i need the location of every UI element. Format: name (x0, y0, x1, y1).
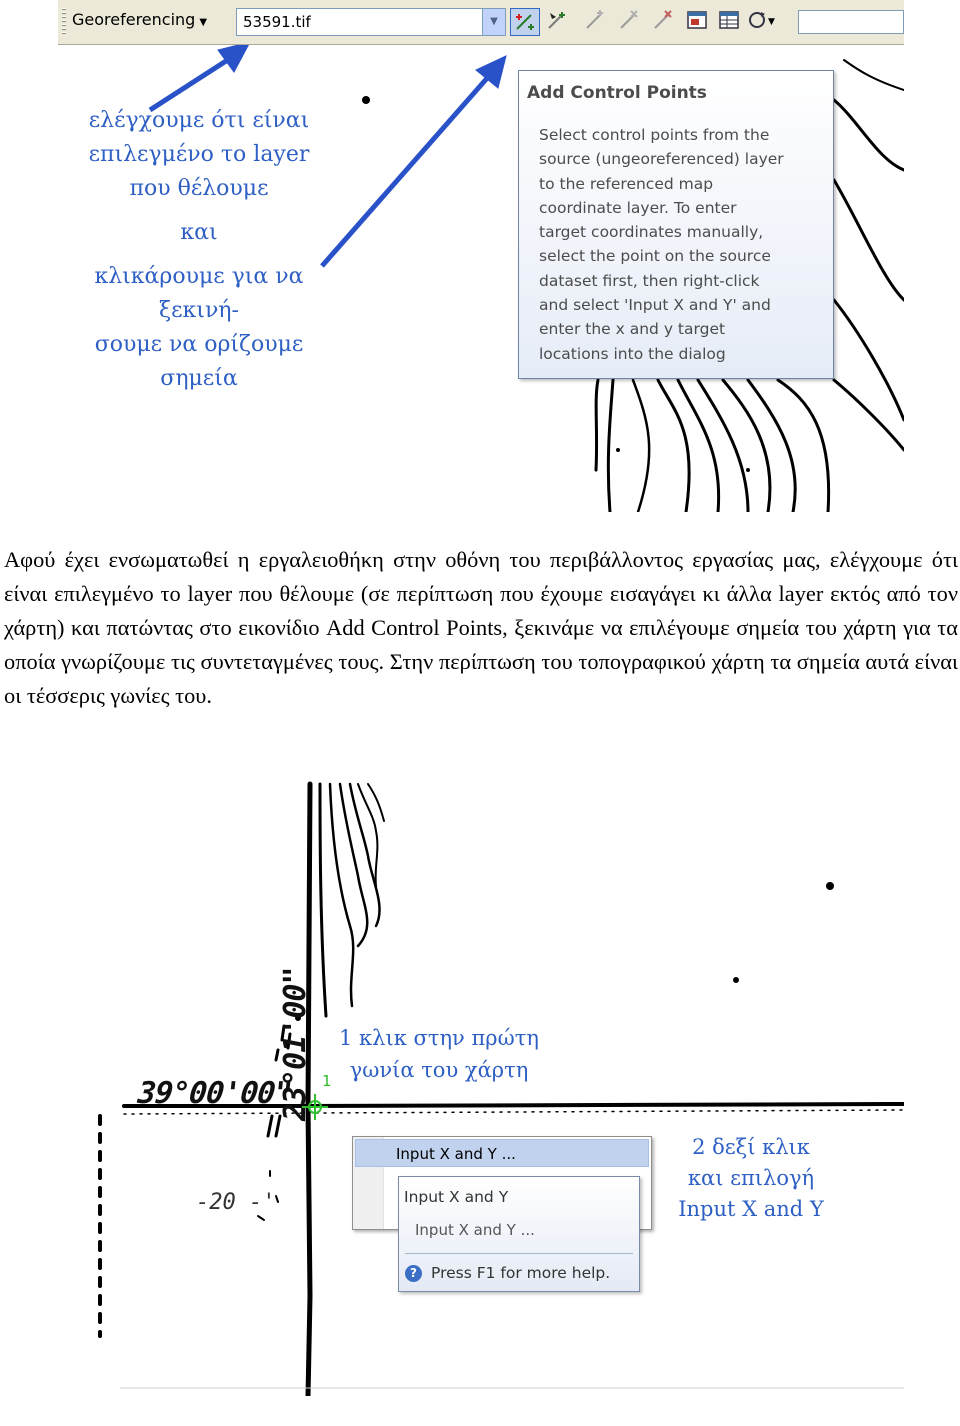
annotation-line: ελέγχουμε ότι είναι (88, 108, 310, 133)
layer-select-value: 53591.tif (243, 13, 311, 31)
annotation-line: 1 κλικ στην πρώτη (339, 1026, 539, 1050)
tooltip-help-text: Press F1 for more help. (431, 1264, 611, 1282)
annotation-line: 2 δεξί κλικ (692, 1135, 810, 1159)
svg-text:▼: ▼ (768, 17, 775, 27)
tooltip-title: Add Control Points (527, 83, 707, 103)
tooltip-line: enter the x and y target (539, 320, 726, 339)
tooltip-divider (405, 1253, 633, 1254)
annotation-select-layer (58, 104, 340, 396)
tooltip-body (539, 123, 829, 366)
map-corner-screenshot (58, 776, 904, 1396)
chevron-down-icon: ▼ (199, 17, 208, 28)
annotation-line: κλικάρουμε για να ξεκινή- (94, 264, 304, 323)
map-smudge-text: -20 -' (196, 1190, 276, 1215)
annotation-step1 (334, 1022, 544, 1086)
tooltip-line: locations into the dialog (539, 344, 726, 363)
tooltip-line: and select 'Input X and Y' and (539, 296, 771, 315)
tooltip-line: Select control points from the (539, 126, 770, 144)
georeferencing-menu[interactable] (72, 10, 207, 29)
toolbar-grip[interactable] (62, 8, 66, 36)
delete-all-links-icon[interactable] (648, 8, 678, 36)
control-point-number: 1 (322, 1072, 332, 1090)
tooltip-line: select the point on the source (539, 247, 771, 266)
latitude-label: 39°00'00" (136, 1076, 294, 1111)
instruction-paragraph: Αφού έχει ενσωματωθεί η εργαλειοθήκη στην οθόνη του περιβάλλοντος εργασίας μας, ελέγχουμε ότι είναι επιλεγμένο το layer που θέλουμε (σε περίπτωση που έχουμε εισαγάγει κι άλλα layer εκτός από τον χάρτη) και πατώντας στο εικονίδιο Add Control Points, ξεκινάμε να επιλέγουμε σημεία του χάρτη για τα οποία γνωρίζουμε τις συντεταγμένες τους. Στην περίπτωση του τοπογραφικού χάρτη τα σημεία αυτά είναι οι τέσσερις γωνίες του. (4, 547, 958, 708)
annotation-line: Input X and Y (678, 1197, 824, 1221)
viewer-icon[interactable] (682, 8, 712, 36)
tooltip-line: source (ungeoreferenced) layer (539, 150, 784, 169)
tooltip-subtitle: Input X and Y ... (415, 1221, 535, 1239)
annotation-line: επιλεγμένο το layer (88, 142, 310, 167)
georeferencing-menu-label: Georeferencing (72, 10, 196, 29)
help-icon: ? (405, 1265, 422, 1282)
georeferencing-toolbar (58, 0, 904, 45)
annotation-line: που θέλουμε (129, 176, 269, 201)
select-link-icon[interactable] (542, 8, 572, 36)
delete-link-icon[interactable] (614, 8, 644, 36)
annotation-line: γωνία του χάρτη (349, 1058, 529, 1082)
link-table-icon[interactable] (714, 8, 744, 36)
tooltip-title: Input X and Y (404, 1188, 509, 1206)
add-control-points-tooltip (518, 70, 834, 379)
add-control-points-button[interactable] (510, 8, 540, 36)
chevron-down-icon[interactable]: ▼ (482, 9, 505, 35)
annotation-line: σουμε να ορίζουμε σημεία (94, 332, 304, 391)
menu-item-input-x-and-y[interactable] (355, 1139, 649, 1167)
tooltip-line: dataset first, then right-click (539, 271, 760, 290)
georeferencing-screenshot (58, 0, 904, 512)
tooltip-line: target coordinates manually, (539, 223, 764, 242)
control-point-crosshair-icon[interactable] (302, 1094, 328, 1120)
add-control-points-icon (513, 9, 537, 33)
rotate-tool-icon[interactable] (746, 8, 776, 36)
menu-item-label: Input X and Y ... (396, 1145, 516, 1163)
annotation-line: και (180, 220, 218, 245)
toolbar-text-field[interactable] (798, 10, 904, 34)
annotation-line: και επιλογή (687, 1166, 815, 1190)
annotation-step2 (666, 1132, 836, 1225)
zoom-to-selected-link-icon[interactable] (580, 8, 610, 36)
tooltip-line: coordinate layer. To enter (539, 198, 737, 217)
longitude-label: 23°01'00" (278, 967, 313, 1121)
layer-select[interactable] (236, 8, 506, 36)
tooltip-line: to the referenced map (539, 174, 714, 193)
input-xy-tooltip (398, 1176, 640, 1292)
